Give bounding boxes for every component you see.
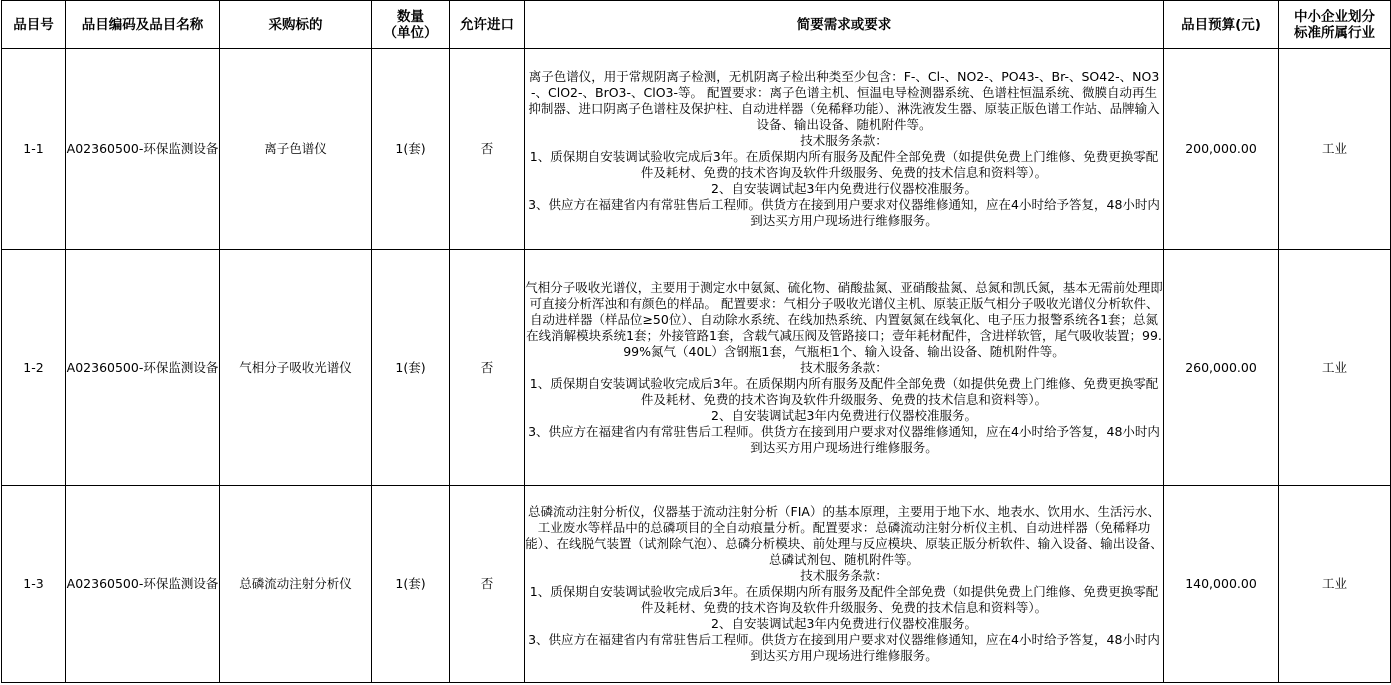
req-service-2: 2、自安装调试起3年内免费进行仪器校准服务。 [711,181,977,196]
cell-subject: 离子色谱仪 [220,49,372,250]
req-service-1: 1、质保期自安装调试验收完成后3年。在质保期内所有服务及配件全部免费（如提供免费上门维修、免费更换零配件及耗材、免费的技术咨询及软件升级服务、免费的技术信息和资料等）。 [529,584,1159,615]
cell-requirements [525,49,1164,250]
header-industry [1279,1,1391,49]
req-service-title: 技术服务条款： [800,568,888,583]
cell-item-no: 1-2 [2,250,66,486]
table-row [2,49,1391,250]
cell-budget: 200,000.00 [1164,49,1279,250]
cell-item-no: 1-3 [2,486,66,683]
cell-budget: 260,000.00 [1164,250,1279,486]
req-service-2: 2、自安装调试起3年内免费进行仪器校准服务。 [711,616,977,631]
cell-import-allowed: 否 [450,49,525,250]
req-service-1: 1、质保期自安装调试验收完成后3年。在质保期内所有服务及配件全部免费（如提供免费上门维修、免费更换零配件及耗材、免费的技术咨询及软件升级服务、免费的技术信息和资料等）。 [529,375,1159,407]
header-import-allowed: 允许进口 [450,1,525,49]
req-service-2: 2、自安装调试起3年内免费进行仪器校准服务。 [711,407,977,423]
req-intro: 总磷流动注射分析仪，仪器基于流动注射分析（FIA）的基本原理，主要用于地下水、地表水、饮用水、生活污水、工业废水等样品中的总磷项目的全自动痕量分析。配置要求：总磷流动注射分析仪主机、自动进样器（免稀释功能）、在线脱气装置（试剂除气泡）、总磷分析模块、前处理与反应模块、原装正版分析软件、输入设备、输出设备、总磷试剂包、随机附件等。 [525,504,1163,567]
req-intro: 离子色谱仪，用于常规阴离子检测，无机阴离子检出种类至少包含：F-、Cl-、NO2-、PO43-、Br-、SO42-、NO3-、ClO2-、BrO3-、ClO3-等。 配置要求：离子色谱主机、恒温电导检测器系统、色谱柱恒温系统、微膜自动再生抑制器、进口阴离子色谱柱及保护柱、自动进样器（免稀释功能）、淋洗液发生器、原装正版色谱工作站、品牌输入设备、输出设备、随机附件等。 [528,69,1160,132]
cell-import-allowed: 否 [450,250,525,486]
cell-subject: 总磷流动注射分析仪 [220,486,372,683]
table-row [2,486,1391,683]
req-service-title: 技术服务条款： [800,359,888,375]
cell-quantity: 1(套) [372,486,450,683]
cell-requirements [525,486,1164,683]
req-service-3: 3、供应方在福建省内有常驻售后工程师。供货方在接到用户要求对仪器维修通知，应在4小时给予答复，48小时内到达买方用户现场进行维修服务。 [528,197,1160,228]
cell-subject: 气相分子吸收光谱仪 [220,250,372,486]
cell-requirements [525,250,1164,486]
header-item-no: 品目号 [2,1,66,49]
cell-item-no: 1-1 [2,49,66,250]
procurement-table [1,0,1391,683]
req-service-3: 3、供应方在福建省内有常驻售后工程师。供货方在接到用户要求对仪器维修通知，应在4小时给予答复，48小时内到达买方用户现场进行维修服务。 [528,423,1160,455]
cell-industry: 工业 [1279,250,1391,486]
header-quantity-line1: 数量 [397,8,424,25]
req-service-title: 技术服务条款： [800,133,888,148]
req-service-3: 3、供应方在福建省内有常驻售后工程师。供货方在接到用户要求对仪器维修通知，应在4小时给予答复，48小时内到达买方用户现场进行维修服务。 [528,632,1160,663]
cell-quantity: 1(套) [372,49,450,250]
req-intro: 气相分子吸收光谱仪，主要用于测定水中氨氮、硫化物、硝酸盐氮、亚硝酸盐氮、总氮和凯氏氮，基本无需前处理即可直接分析浑浊和有颜色的样品。 配置要求：气相分子吸收光谱仪主机、原装正版气相分子吸收光谱仪分析软件、自动进样器（样品位≥50位）、自动除水系统、在线加热系统、内置氨氮在线氧化、电子压力报警系统各1套；总氮在线消解模块系统1套；外接管路1套，含载气减压阀及管路接口；壹年耗材配件，含进样软管，尾气吸收装置；99.99%氮气（40L）含钢瓶1套，气瓶柜1个、输入设备、输出设备、随机附件等。 [525,279,1163,359]
cell-industry: 工业 [1279,486,1391,683]
header-subject: 采购标的 [220,1,372,49]
header-quantity-line2: （单位） [383,24,438,41]
header-budget: 品目预算(元) [1164,1,1279,49]
cell-industry: 工业 [1279,49,1391,250]
req-service-1: 1、质保期自安装调试验收完成后3年。在质保期内所有服务及配件全部免费（如提供免费上门维修、免费更换零配件及耗材、免费的技术咨询及软件升级服务、免费的技术信息和资料等）。 [529,149,1159,180]
cell-quantity: 1(套) [372,250,450,486]
cell-import-allowed: 否 [450,486,525,683]
header-quantity [372,1,450,49]
cell-code-name: A02360500-环保监测设备 [66,486,220,683]
cell-code-name: A02360500-环保监测设备 [66,49,220,250]
header-industry-line1: 中小企业划分 [1294,8,1375,25]
cell-code-name: A02360500-环保监测设备 [66,250,220,486]
header-row [2,1,1391,49]
table-row [2,250,1391,486]
header-item-code-name: 品目编码及品目名称 [66,1,220,49]
cell-budget: 140,000.00 [1164,486,1279,683]
header-requirements: 简要需求或要求 [525,1,1164,49]
header-industry-line2: 标准所属行业 [1294,24,1375,41]
